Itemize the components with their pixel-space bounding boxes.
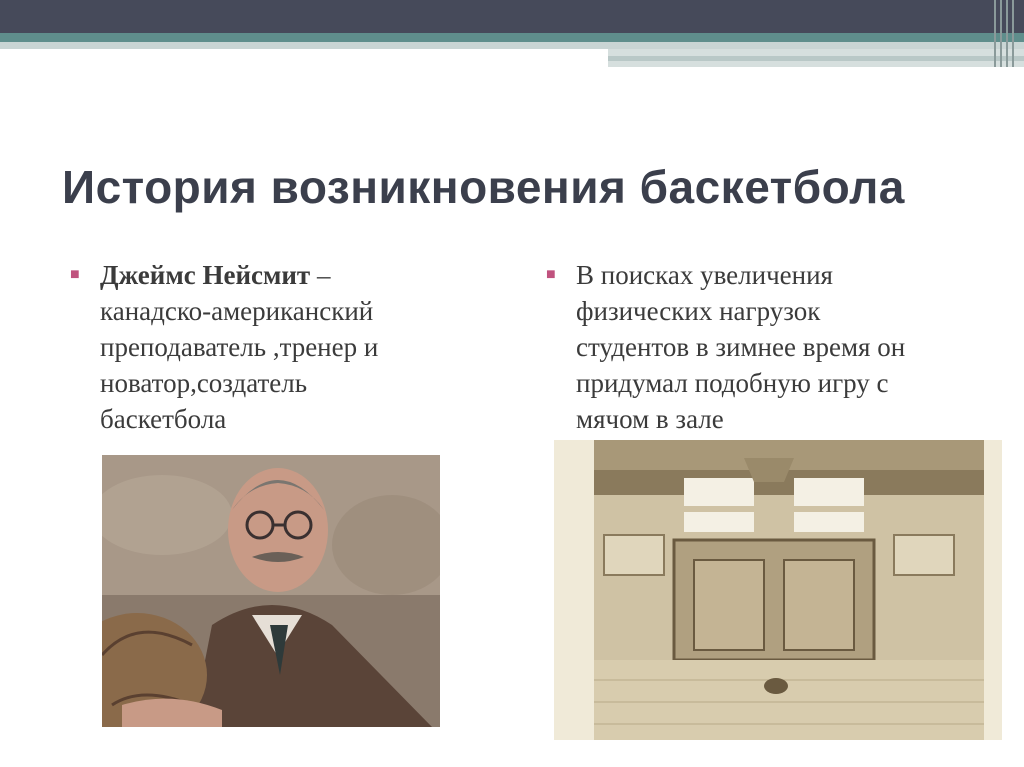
header-band-teal <box>0 33 1024 42</box>
bullet-icon: ■ <box>546 266 556 283</box>
right-line: мячом в зале <box>576 404 724 434</box>
header-band-dark <box>0 0 1024 33</box>
right-bullet-text <box>576 257 986 437</box>
header-vline <box>1012 0 1014 67</box>
left-column <box>70 257 470 437</box>
right-line: студентов в зимнее время он <box>576 332 906 362</box>
name-dash: – <box>310 260 331 290</box>
right-line: физических нагрузок <box>576 296 821 326</box>
left-bullet-text <box>100 257 470 437</box>
gym-photo <box>554 440 1002 740</box>
header-vline <box>1006 0 1008 67</box>
header-band-light <box>0 42 1024 49</box>
left-line: баскетбола <box>100 404 227 434</box>
gym-illustration <box>554 440 1002 740</box>
header-band-right-line <box>608 56 1024 61</box>
left-line: преподаватель ,тренер и <box>100 332 379 362</box>
right-line: придумал подобную игру с <box>576 368 889 398</box>
right-line: В поисках увеличения <box>576 260 833 290</box>
slide-title: История возникновения баскетбола <box>62 161 905 213</box>
portrait-photo <box>102 455 440 727</box>
bullet-icon: ■ <box>70 266 80 283</box>
header-vline <box>1000 0 1002 67</box>
right-column <box>546 257 986 437</box>
left-line: канадско-американский <box>100 296 374 326</box>
left-line: новатор,создатель <box>100 368 308 398</box>
portrait-illustration <box>102 455 440 727</box>
person-name: Джеймс Нейсмит <box>100 260 311 290</box>
header-vline <box>994 0 996 67</box>
